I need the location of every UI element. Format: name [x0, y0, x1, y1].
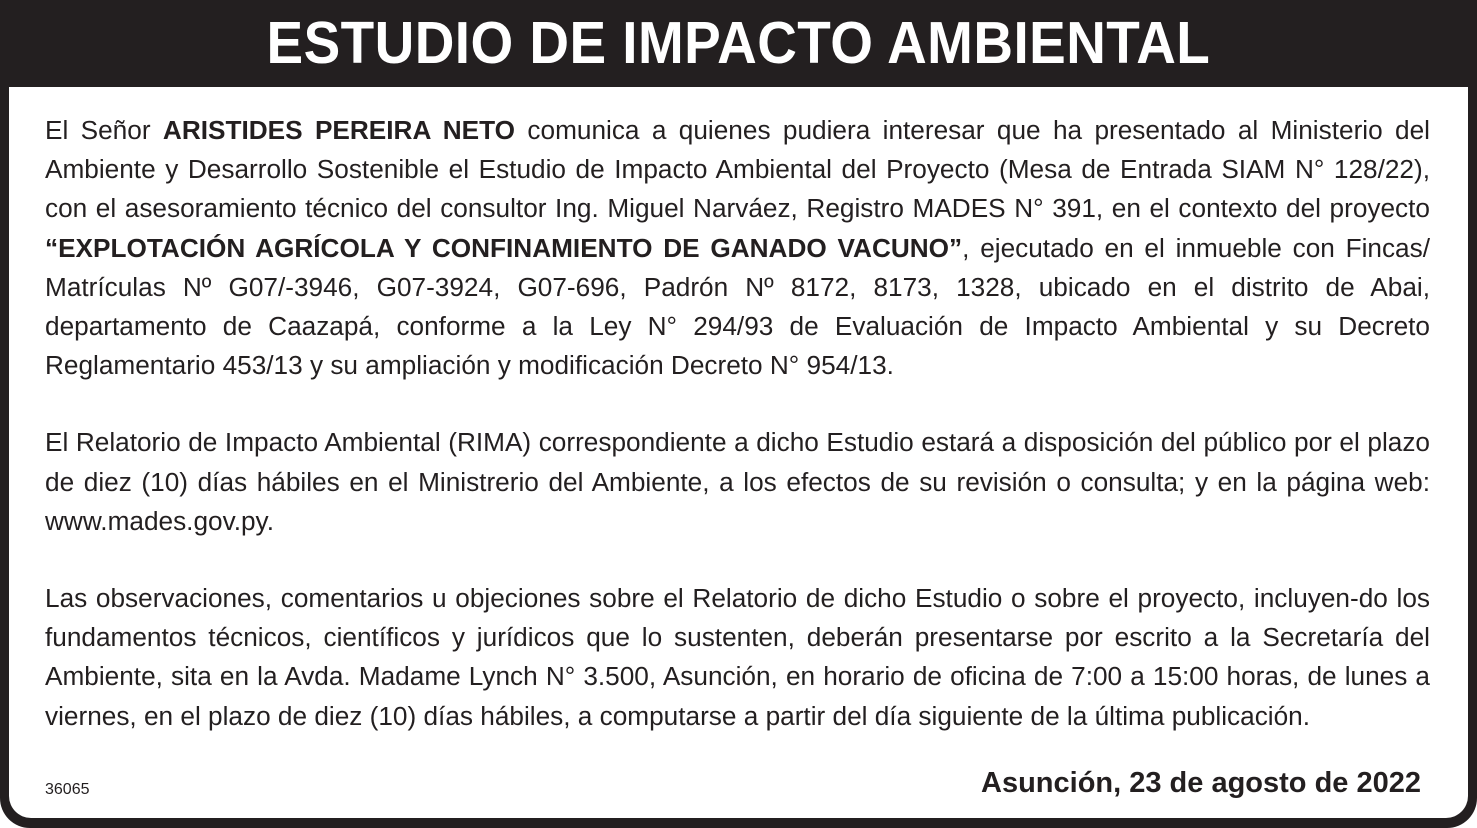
paragraph-text-a: comunica a quienes pudiera interesar que ha presentado al Ministerio del Ambiente y Desarrollo Sostenible el Estudio de Impacto Ambiental del Proyecto (Mesa de Entrada SIAM N° 128/22), con el asesoramiento técnico del consultor Ing. Miguel Narváez, Registro MADES N° 391, en el contexto del proyecto [45, 115, 1430, 224]
proponent-name: ARISTIDES PEREIRA NETO [162, 115, 516, 145]
paragraph-observations: Las observaciones, comentarios u objeciones sobre el Relatorio de dicho Estudio o sobre el proyecto, incluyen-do los fundamentos técnicos, científicos y jurídicos que lo sustenten, deberán presentarse por escrito a la Secretaría del Ambiente, sita en la Avda. Madame Lynch N° 3.500, Asunción, en horario de oficina de 7:00 a 15:00 horas, de lunes a viernes, en el plazo de diez (10) días hábiles, a computarse a partir del día siguiente de la última publicación. [45, 583, 1430, 731]
notice-body [9, 87, 1468, 818]
paragraph-intro: El Señor [45, 115, 163, 145]
paragraph-rima-availability: El Relatorio de Impacto Ambiental (RIMA) correspondiente a dicho Estudio estará a disposición del público por el plazo de diez (10) días hábiles en el Ministrerio del Ambiente, a los efectos de su revisión o consulta; y en la página web: www.mades.gov.py. [45, 427, 1430, 536]
paragraph-announcement [45, 111, 1430, 385]
reference-number: 36065 [45, 781, 90, 798]
notice-title: ESTUDIO DE IMPACTO AMBIENTAL [266, 10, 1211, 76]
date-line: Asunción, 23 de agosto de 2022 [981, 767, 1421, 799]
project-name: “EXPLOTACIÓN AGRÍCOLA Y CONFINAMIENTO DE GANADO VACUNO” [45, 232, 963, 263]
paragraph-text-b: , ejecutado en el inmueble con Fincas/ Matrículas Nº G07/-3946, G07-3924, G07-696, Padrón Nº 8172, 8173, 1328, ubicado en el distrito de Abai, departamento de Caazapá, conforme a la Ley N° 294/93 de Evaluación de Impacto Ambiental y su Decreto Reglamentario 453/13 y su ampliación y modificación Decreto N° 954/13. [45, 232, 1430, 381]
notice-content [45, 111, 1430, 774]
notice-header [0, 0, 1477, 87]
